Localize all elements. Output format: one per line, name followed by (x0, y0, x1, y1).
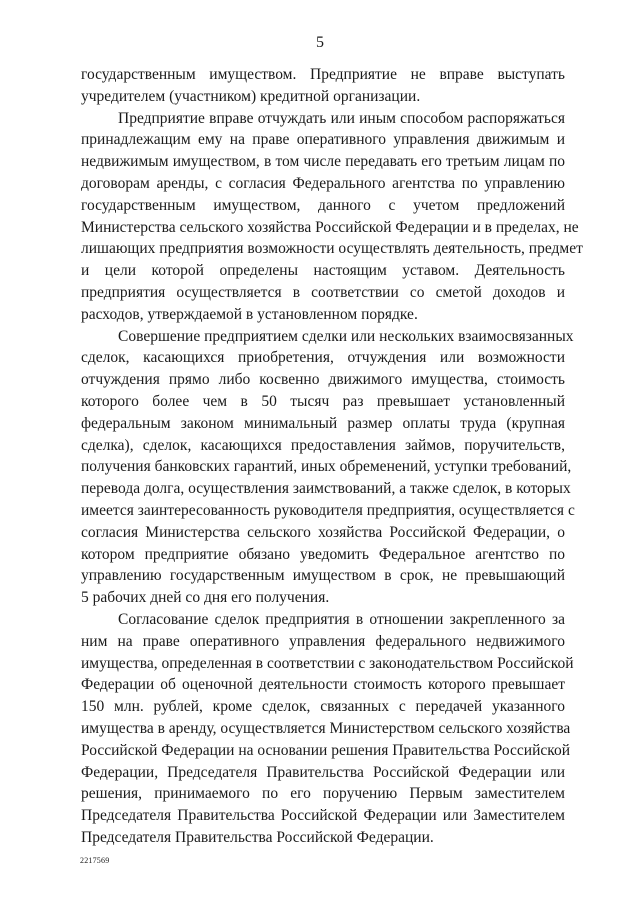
text-line: котором предприятие обязано уведомить Федеральное агентство по (81, 545, 565, 563)
text-line: которого более чем в 50 тысяч раз превышает установленный (81, 392, 565, 410)
text-line: согласия Министерства сельского хозяйства Российской Федерации, о (81, 523, 565, 541)
text-line: Российской Федерации на основании решения Правительства Российской (81, 741, 571, 759)
text-line: Председателя Правительства Российской Федерации или Заместителем (81, 807, 565, 825)
text-line: Совершение предприятием сделки или нескольких взаимосвязанных (118, 327, 574, 345)
text-line: принадлежащим ему на праве оперативного управления движимым и (81, 131, 565, 149)
text-line: управлению государственным имуществом в срок, не превышающий (81, 567, 565, 585)
text-line: имеется заинтересованность руководителя предприятия, осуществляется с (81, 501, 575, 519)
text-line: Федерации об оценочной деятельности стоимость которого превышает (81, 676, 565, 694)
text-line: ним на праве оперативного управления федерального недвижимого (81, 632, 565, 650)
text-line: федеральным законом минимальный размер оплаты труда (крупная (81, 414, 565, 432)
text-line: имущества в аренду, осуществляется Министерством сельского хозяйства (81, 719, 571, 737)
text-line: перевода долга, осуществления заимствований, а также сделок, в которых (81, 480, 571, 498)
text-line: получения банковских гарантий, иных обременений, уступки требований, (81, 458, 572, 476)
document-body (81, 64, 583, 849)
text-line: имущества, определенная в соответствии с законодательством Российской (81, 654, 574, 672)
text-line: государственным имуществом. Предприятие не вправе выступать (81, 66, 565, 83)
text-line: 150 млн. рублей, кроме сделок, связанных с передачей указанного (81, 698, 565, 716)
text-line: государственным имуществом, данного с учетом предложений (81, 196, 565, 214)
text-line: и цели которой определены настоящим уставом. Деятельность (81, 262, 565, 280)
text-line: учредителем (участником) кредитной организации. (81, 87, 421, 105)
text-line: Согласование сделок предприятия в отношении закрепленного за (118, 610, 565, 628)
text-line: недвижимым имуществом, в том числе передавать его третьим лицам по (81, 153, 565, 171)
text-line: отчуждения прямо либо косвенно движимого имущества, стоимость (81, 371, 565, 389)
text-line: 5 рабочих дней со дня его получения. (81, 589, 330, 607)
text-line: Федерации, Председателя Правительства Российской Федерации или (81, 763, 565, 781)
paragraph-2 (81, 108, 583, 326)
text-line: договорам аренды, с согласия Федерального агентства по управлению (81, 174, 565, 192)
text-line: Предприятие вправе отчуждать или иным способом распоряжаться (118, 109, 565, 127)
text-line: лишающих предприятия возможности осуществлять деятельность, предмет (81, 240, 583, 258)
paragraph-3 (81, 326, 575, 609)
text-line: сделка), сделок, касающихся предоставления займов, поручительств, (81, 436, 565, 454)
text-line: предприятия осуществляется в соответствии со сметой доходов и (81, 283, 565, 301)
text-line: решения, принимаемого по его поручению Первым заместителем (81, 785, 565, 803)
text-line: Председателя Правительства Российской Федерации. (81, 828, 434, 846)
document-code: 2217569 (80, 856, 110, 865)
page-number: 5 (316, 34, 324, 51)
text-line: Министерства сельского хозяйства Российской Федерации и в пределах, не (81, 218, 579, 236)
text-line: сделок, касающихся приобретения, отчуждения или возможности (81, 349, 565, 367)
paragraph-1 (81, 64, 565, 108)
text-line: расходов, утверждаемой в установленном порядке. (81, 305, 418, 323)
paragraph-4 (81, 609, 574, 849)
